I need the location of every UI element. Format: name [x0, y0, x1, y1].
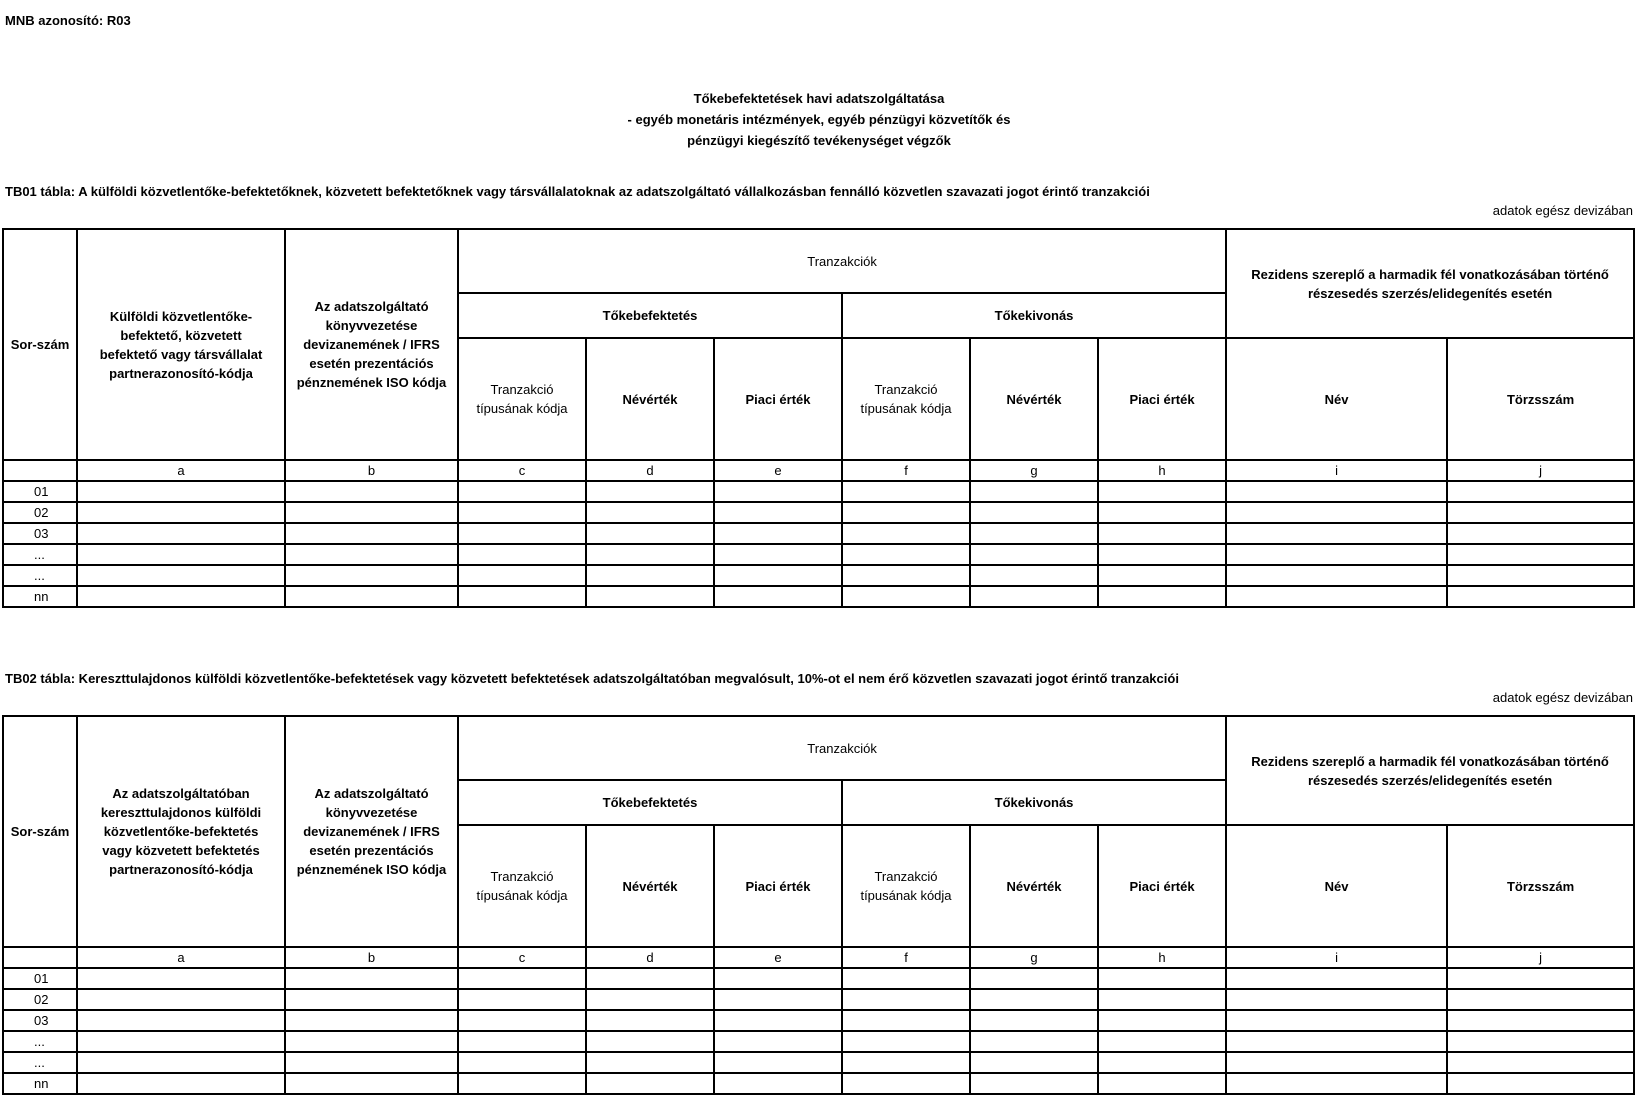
table-row [3, 989, 1634, 1010]
row-number: 02 [3, 989, 77, 1010]
header-tranz-tipus-f: Tranzakció típusának kódja [842, 338, 970, 460]
data-cell[interactable] [77, 1073, 285, 1094]
letter-cell-blank [3, 460, 77, 481]
letter-cell: c [458, 460, 586, 481]
data-cell[interactable] [714, 1073, 842, 1094]
header-nevertek-d: Névérték [586, 338, 714, 460]
row-number: nn [3, 1073, 77, 1094]
data-cell[interactable] [970, 1073, 1098, 1094]
data-cell[interactable] [970, 968, 1098, 989]
data-cell[interactable] [77, 1031, 285, 1052]
data-cell[interactable] [1447, 502, 1634, 523]
data-cell[interactable] [586, 502, 714, 523]
data-cell[interactable] [77, 565, 285, 586]
data-cell[interactable] [285, 523, 458, 544]
letter-cell: h [1098, 460, 1226, 481]
data-cell[interactable] [842, 1073, 970, 1094]
data-cell[interactable] [714, 523, 842, 544]
data-cell[interactable] [586, 989, 714, 1010]
data-cell[interactable] [458, 565, 586, 586]
data-cell[interactable] [285, 1010, 458, 1031]
header-col-b: Az adatszolgáltató könyvvezetése devizanemének / IFRS esetén prezentációs pénznemének ISO kódja [285, 229, 458, 460]
data-cell[interactable] [714, 565, 842, 586]
letter-cell: d [586, 947, 714, 968]
data-cell[interactable] [714, 1031, 842, 1052]
data-cell[interactable] [970, 1031, 1098, 1052]
data-cell[interactable] [458, 989, 586, 1010]
data-cell[interactable] [970, 1010, 1098, 1031]
letter-cell: a [77, 460, 285, 481]
header-tokebefektetes: Tőkebefektetés [458, 293, 842, 338]
data-cell[interactable] [586, 565, 714, 586]
data-cell[interactable] [586, 1073, 714, 1094]
data-cell[interactable] [842, 1052, 970, 1073]
title-line-3: pénzügyi kiegészítő tevékenységet végzők [687, 133, 951, 148]
letter-cell: b [285, 460, 458, 481]
data-cell[interactable] [1447, 565, 1634, 586]
header-piaci-ertek-e: Piaci érték [714, 825, 842, 947]
letter-cell: d [586, 460, 714, 481]
tb02-unit-note: adatok egész devizában [1492, 690, 1633, 705]
letter-cell: e [714, 947, 842, 968]
row-number: 03 [3, 523, 77, 544]
header-piaci-ertek-e: Piaci érték [714, 338, 842, 460]
data-cell[interactable] [285, 586, 458, 607]
data-cell[interactable] [1098, 544, 1226, 565]
title-line-2: - egyéb monetáris intézmények, egyéb pénzügyi közvetítők és [627, 112, 1011, 127]
data-cell[interactable] [1098, 1031, 1226, 1052]
tb01-table [2, 228, 1635, 608]
data-cell[interactable] [1447, 481, 1634, 502]
letter-cell: g [970, 947, 1098, 968]
data-cell[interactable] [714, 586, 842, 607]
data-cell[interactable] [1098, 989, 1226, 1010]
data-cell[interactable] [1447, 586, 1634, 607]
data-cell[interactable] [1226, 481, 1447, 502]
header-torzsszam: Törzsszám [1447, 825, 1634, 947]
table-row [3, 1073, 1634, 1094]
tb02-caption: TB02 tábla: Kereszttulajdonos külföldi közvetlentőke-befektetések vagy közvetett befektetések adatszolgáltatóban megvalósult, 10%-ot el nem érő közvetlen szavazati jogot érintő tranzakciói [5, 671, 1179, 686]
letter-cell: i [1226, 947, 1447, 968]
data-cell[interactable] [458, 1010, 586, 1031]
data-cell[interactable] [285, 481, 458, 502]
header-tranz-tipus-c: Tranzakció típusának kódja [458, 338, 586, 460]
data-cell[interactable] [1098, 523, 1226, 544]
header-tokekivonas: Tőkekivonás [842, 293, 1226, 338]
data-cell[interactable] [970, 989, 1098, 1010]
data-cell[interactable] [714, 544, 842, 565]
header-tokebefektetes: Tőkebefektetés [458, 780, 842, 825]
table-row [3, 502, 1634, 523]
header-nev: Név [1226, 825, 1447, 947]
table-row [3, 481, 1634, 502]
data-cell[interactable] [586, 481, 714, 502]
row-number: 01 [3, 481, 77, 502]
row-number: ... [3, 565, 77, 586]
letter-row [3, 460, 1634, 481]
data-cell[interactable] [1447, 968, 1634, 989]
header-sorszam: Sor-szám [3, 716, 77, 947]
table-row [3, 968, 1634, 989]
header-tranz-tipus-f: Tranzakció típusának kódja [842, 825, 970, 947]
data-cell[interactable] [285, 1052, 458, 1073]
data-cell[interactable] [1447, 1052, 1634, 1073]
title-line-1: Tőkebefektetések havi adatszolgáltatása [693, 91, 945, 106]
table-row [3, 523, 1634, 544]
data-cell[interactable] [1226, 1052, 1447, 1073]
header-col-b: Az adatszolgáltató könyvvezetése devizanemének / IFRS esetén prezentációs pénznemének ISO kódja [285, 716, 458, 947]
data-cell[interactable] [77, 481, 285, 502]
data-cell[interactable] [1447, 523, 1634, 544]
letter-cell: b [285, 947, 458, 968]
data-cell[interactable] [458, 968, 586, 989]
data-cell[interactable] [1226, 1031, 1447, 1052]
data-cell[interactable] [1098, 481, 1226, 502]
data-cell[interactable] [1447, 544, 1634, 565]
data-cell[interactable] [586, 1031, 714, 1052]
data-cell[interactable] [77, 544, 285, 565]
data-cell[interactable] [285, 544, 458, 565]
table-row [3, 565, 1634, 586]
data-cell[interactable] [285, 989, 458, 1010]
letter-cell: g [970, 460, 1098, 481]
data-cell[interactable] [842, 586, 970, 607]
letter-cell: e [714, 460, 842, 481]
row-number: ... [3, 544, 77, 565]
header-tranzakciok: Tranzakciók [458, 229, 1226, 293]
letter-cell: a [77, 947, 285, 968]
data-cell[interactable] [586, 544, 714, 565]
data-cell[interactable] [285, 1073, 458, 1094]
data-cell[interactable] [77, 1052, 285, 1073]
data-cell[interactable] [1226, 565, 1447, 586]
header-torzsszam: Törzsszám [1447, 338, 1634, 460]
table-row [3, 1052, 1634, 1073]
data-cell[interactable] [842, 523, 970, 544]
header-piaci-ertek-h: Piaci érték [1098, 825, 1226, 947]
header-nevertek-g: Névérték [970, 338, 1098, 460]
mnb-identifier: MNB azonosító: R03 [5, 13, 131, 28]
data-cell[interactable] [714, 968, 842, 989]
letter-cell-blank [3, 947, 77, 968]
data-cell[interactable] [1098, 1073, 1226, 1094]
header-col-a: Külföldi közvetlentőke-befektető, közvetett befektető vagy társvállalat partnerazonosító-kódja [77, 229, 285, 460]
row-number: ... [3, 1031, 77, 1052]
data-cell[interactable] [77, 1010, 285, 1031]
data-cell[interactable] [458, 481, 586, 502]
data-cell[interactable] [458, 544, 586, 565]
data-cell[interactable] [77, 586, 285, 607]
tb02-table [2, 715, 1635, 1095]
data-cell[interactable] [1098, 1010, 1226, 1031]
data-cell[interactable] [1098, 502, 1226, 523]
data-cell[interactable] [77, 989, 285, 1010]
data-cell[interactable] [1226, 502, 1447, 523]
data-cell[interactable] [714, 989, 842, 1010]
data-cell[interactable] [1226, 523, 1447, 544]
data-cell[interactable] [1098, 586, 1226, 607]
data-cell[interactable] [842, 1010, 970, 1031]
data-cell[interactable] [77, 968, 285, 989]
tb01-caption: TB01 tábla: A külföldi közvetlentőke-befektetőknek, közvetett befektetőknek vagy társvállalatoknak az adatszolgáltató vállalkozásban fennálló közvetlen szavazati jogot érintő tranzakciói [5, 184, 1150, 199]
data-cell[interactable] [714, 1052, 842, 1073]
letter-cell: j [1447, 947, 1634, 968]
data-cell[interactable] [458, 1073, 586, 1094]
data-cell[interactable] [586, 1010, 714, 1031]
data-cell[interactable] [458, 1031, 586, 1052]
data-cell[interactable] [714, 481, 842, 502]
row-number: 02 [3, 502, 77, 523]
header-rezidens: Rezidens szereplő a harmadik fél vonatkozásában történő részesedés szerzés/elidegenítés esetén [1226, 716, 1634, 825]
data-cell[interactable] [285, 968, 458, 989]
data-cell[interactable] [586, 523, 714, 544]
tb01-unit-note: adatok egész devizában [1492, 203, 1633, 218]
data-cell[interactable] [842, 481, 970, 502]
header-tranzakciok: Tranzakciók [458, 716, 1226, 780]
data-cell[interactable] [970, 481, 1098, 502]
data-cell[interactable] [842, 565, 970, 586]
data-cell[interactable] [970, 523, 1098, 544]
table-row [3, 1031, 1634, 1052]
data-cell[interactable] [458, 586, 586, 607]
letter-cell: f [842, 947, 970, 968]
data-cell[interactable] [842, 502, 970, 523]
data-cell[interactable] [586, 968, 714, 989]
data-cell[interactable] [586, 1052, 714, 1073]
header-sorszam: Sor-szám [3, 229, 77, 460]
data-cell[interactable] [842, 1031, 970, 1052]
data-cell[interactable] [970, 565, 1098, 586]
header-tranz-tipus-c: Tranzakció típusának kódja [458, 825, 586, 947]
header-piaci-ertek-h: Piaci érték [1098, 338, 1226, 460]
letter-cell: f [842, 460, 970, 481]
data-cell[interactable] [458, 1052, 586, 1073]
data-cell[interactable] [842, 544, 970, 565]
header-rezidens: Rezidens szereplő a harmadik fél vonatkozásában történő részesedés szerzés/elidegenítés esetén [1226, 229, 1634, 338]
letter-row [3, 947, 1634, 968]
page-title [0, 88, 1638, 151]
letter-cell: c [458, 947, 586, 968]
row-number: 01 [3, 968, 77, 989]
data-cell[interactable] [285, 1031, 458, 1052]
data-cell[interactable] [1226, 968, 1447, 989]
data-cell[interactable] [970, 502, 1098, 523]
data-cell[interactable] [1447, 1031, 1634, 1052]
data-cell[interactable] [285, 565, 458, 586]
data-cell[interactable] [1226, 544, 1447, 565]
row-number: nn [3, 586, 77, 607]
data-cell[interactable] [970, 586, 1098, 607]
header-tokekivonas: Tőkekivonás [842, 780, 1226, 825]
data-cell[interactable] [1447, 1073, 1634, 1094]
table-row [3, 544, 1634, 565]
data-cell[interactable] [458, 523, 586, 544]
row-number: 03 [3, 1010, 77, 1031]
data-cell[interactable] [1447, 989, 1634, 1010]
data-cell[interactable] [1098, 968, 1226, 989]
data-cell[interactable] [1098, 565, 1226, 586]
data-cell[interactable] [1098, 1052, 1226, 1073]
row-number: ... [3, 1052, 77, 1073]
header-nevertek-g: Névérték [970, 825, 1098, 947]
data-cell[interactable] [842, 989, 970, 1010]
letter-cell: j [1447, 460, 1634, 481]
data-cell[interactable] [1447, 1010, 1634, 1031]
data-cell[interactable] [586, 586, 714, 607]
table-row [3, 1010, 1634, 1031]
header-nevertek-d: Névérték [586, 825, 714, 947]
data-cell[interactable] [77, 502, 285, 523]
data-cell[interactable] [1226, 586, 1447, 607]
data-cell[interactable] [714, 1010, 842, 1031]
header-nev: Név [1226, 338, 1447, 460]
letter-cell: h [1098, 947, 1226, 968]
table-row [3, 586, 1634, 607]
data-cell[interactable] [285, 502, 458, 523]
data-cell[interactable] [842, 968, 970, 989]
data-cell[interactable] [1226, 1010, 1447, 1031]
data-cell[interactable] [1226, 989, 1447, 1010]
data-cell[interactable] [714, 502, 842, 523]
data-cell[interactable] [1226, 1073, 1447, 1094]
data-cell[interactable] [970, 1052, 1098, 1073]
header-col-a: Az adatszolgáltatóban kereszttulajdonos külföldi közvetlentőke-befektetés vagy közvetett befektetés partnerazonosító-kódja [77, 716, 285, 947]
data-cell[interactable] [77, 523, 285, 544]
letter-cell: i [1226, 460, 1447, 481]
data-cell[interactable] [970, 544, 1098, 565]
data-cell[interactable] [458, 502, 586, 523]
